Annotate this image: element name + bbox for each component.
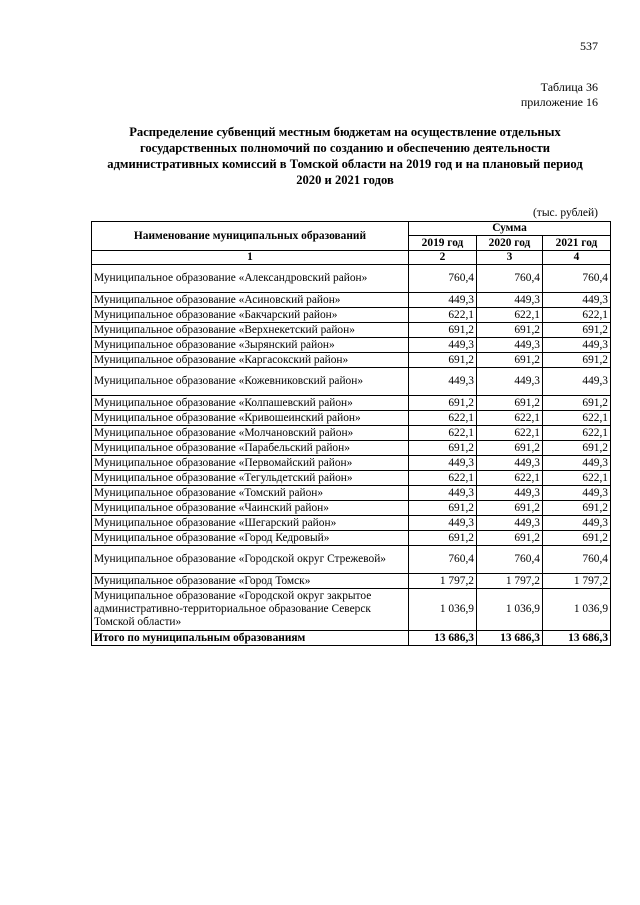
value-2019-cell: 449,3	[409, 368, 477, 396]
value-2021-cell: 1 036,9	[543, 589, 611, 631]
value-2020-cell: 449,3	[477, 456, 543, 471]
value-2019-cell: 449,3	[409, 516, 477, 531]
table-row	[92, 426, 611, 441]
table-row	[92, 411, 611, 426]
table-row	[92, 368, 611, 396]
table-row	[92, 471, 611, 486]
header-year-2021: 2021 год	[543, 236, 611, 251]
municipality-name-cell: Муниципальное образование «Городской округ Стрежевой»	[92, 546, 409, 574]
value-2020-cell: 691,2	[477, 501, 543, 516]
value-2021-cell: 691,2	[543, 441, 611, 456]
value-2020-cell: 691,2	[477, 441, 543, 456]
table-row	[92, 353, 611, 368]
header-year-2020: 2020 год	[477, 236, 543, 251]
value-2019-cell: 622,1	[409, 471, 477, 486]
value-2020-cell: 449,3	[477, 293, 543, 308]
table-row	[92, 589, 611, 631]
total-2021-cell: 13 686,3	[543, 631, 611, 646]
value-2020-cell: 449,3	[477, 368, 543, 396]
municipality-name-cell: Муниципальное образование «Город Томск»	[92, 574, 409, 589]
table-row	[92, 293, 611, 308]
municipality-name-cell: Муниципальное образование «Колпашевский район»	[92, 396, 409, 411]
value-2020-cell: 622,1	[477, 471, 543, 486]
table-row	[92, 323, 611, 338]
municipality-name-cell: Муниципальное образование «Александровский район»	[92, 265, 409, 293]
value-2020-cell: 449,3	[477, 516, 543, 531]
value-2021-cell: 449,3	[543, 368, 611, 396]
table-row	[92, 265, 611, 293]
value-2020-cell: 1 797,2	[477, 574, 543, 589]
column-number: 4	[543, 251, 611, 265]
value-2021-cell: 691,2	[543, 501, 611, 516]
municipality-name-cell: Муниципальное образование «Первомайский район»	[92, 456, 409, 471]
municipality-name-cell: Муниципальное образование «Кожевниковский район»	[92, 368, 409, 396]
municipality-name-cell: Муниципальное образование «Чаинский район»	[92, 501, 409, 516]
table-row	[92, 531, 611, 546]
header-name: Наименование муниципальных образований	[92, 222, 409, 251]
value-2020-cell: 691,2	[477, 323, 543, 338]
municipality-name-cell: Муниципальное образование «Парабельский район»	[92, 441, 409, 456]
value-2019-cell: 622,1	[409, 308, 477, 323]
value-2019-cell: 449,3	[409, 486, 477, 501]
value-2021-cell: 622,1	[543, 308, 611, 323]
value-2021-cell: 691,2	[543, 396, 611, 411]
value-2019-cell: 691,2	[409, 323, 477, 338]
header-sum: Сумма	[409, 222, 611, 236]
total-2020-cell: 13 686,3	[477, 631, 543, 646]
value-2021-cell: 622,1	[543, 411, 611, 426]
municipality-name-cell: Муниципальное образование «Кривошеинский район»	[92, 411, 409, 426]
total-row	[92, 631, 611, 646]
table-row	[92, 486, 611, 501]
table-reference	[521, 80, 598, 110]
value-2021-cell: 691,2	[543, 353, 611, 368]
table-row	[92, 441, 611, 456]
municipality-name-cell: Муниципальное образование «Городской округ закрытое административно-территориальное образование Северск Томской области»	[92, 589, 409, 631]
value-2020-cell: 622,1	[477, 411, 543, 426]
column-number: 2	[409, 251, 477, 265]
municipality-name-cell: Муниципальное образование «Шегарский район»	[92, 516, 409, 531]
value-2020-cell: 449,3	[477, 338, 543, 353]
appendix-label: приложение 16	[520, 95, 598, 109]
value-2021-cell: 760,4	[543, 265, 611, 293]
total-2019-cell: 13 686,3	[409, 631, 477, 646]
municipality-name-cell: Муниципальное образование «Томский район»	[92, 486, 409, 501]
value-2020-cell: 691,2	[477, 396, 543, 411]
value-2020-cell: 691,2	[477, 353, 543, 368]
value-2019-cell: 691,2	[409, 501, 477, 516]
page-number: 537	[580, 39, 598, 53]
header-year-2019: 2019 год	[409, 236, 477, 251]
document-title: Распределение субвенций местным бюджетам на осуществление отдельных государственных полномочий по созданию и обеспечению деятельности административных комиссий в Томской области на 2019 год и на плановый период 2020 и 2021 годов	[107, 125, 583, 187]
value-2019-cell: 691,2	[409, 531, 477, 546]
value-2021-cell: 449,3	[543, 293, 611, 308]
units-label: (тыс. рублей)	[532, 207, 598, 219]
value-2019-cell: 449,3	[409, 456, 477, 471]
value-2019-cell: 760,4	[409, 265, 477, 293]
value-2021-cell: 449,3	[543, 486, 611, 501]
value-2021-cell: 760,4	[543, 546, 611, 574]
value-2020-cell: 449,3	[477, 486, 543, 501]
value-2019-cell: 1 036,9	[409, 589, 477, 631]
table-body	[92, 265, 611, 646]
municipality-name-cell: Муниципальное образование «Асиновский район»	[92, 293, 409, 308]
value-2019-cell: 760,4	[409, 546, 477, 574]
value-2020-cell: 760,4	[477, 265, 543, 293]
municipality-name-cell: Муниципальное образование «Верхнекетский район»	[92, 323, 409, 338]
municipality-name-cell: Муниципальное образование «Бакчарский район»	[92, 308, 409, 323]
table-row	[92, 456, 611, 471]
table-row	[92, 396, 611, 411]
value-2019-cell: 691,2	[409, 396, 477, 411]
column-number: 1	[92, 251, 409, 265]
value-2020-cell: 691,2	[477, 531, 543, 546]
municipality-name-cell: Муниципальное образование «Зырянский район»	[92, 338, 409, 353]
table-row	[92, 501, 611, 516]
table-row	[92, 338, 611, 353]
subvention-table	[91, 221, 611, 646]
value-2021-cell: 449,3	[543, 516, 611, 531]
value-2021-cell: 449,3	[543, 456, 611, 471]
table-row	[92, 516, 611, 531]
column-number: 3	[477, 251, 543, 265]
value-2019-cell: 449,3	[409, 338, 477, 353]
table-label: Таблица 36	[540, 80, 598, 94]
municipality-name-cell: Муниципальное образование «Молчановский район»	[92, 426, 409, 441]
municipality-name-cell: Муниципальное образование «Каргасокский район»	[92, 353, 409, 368]
value-2021-cell: 622,1	[543, 426, 611, 441]
value-2019-cell: 691,2	[409, 353, 477, 368]
value-2020-cell: 622,1	[477, 426, 543, 441]
value-2021-cell: 691,2	[543, 323, 611, 338]
value-2019-cell: 1 797,2	[409, 574, 477, 589]
value-2019-cell: 449,3	[409, 293, 477, 308]
value-2021-cell: 622,1	[543, 471, 611, 486]
value-2021-cell: 449,3	[543, 338, 611, 353]
value-2019-cell: 622,1	[409, 411, 477, 426]
table-row	[92, 546, 611, 574]
value-2020-cell: 760,4	[477, 546, 543, 574]
table-row	[92, 574, 611, 589]
value-2021-cell: 691,2	[543, 531, 611, 546]
municipality-name-cell: Муниципальное образование «Город Кедровый»	[92, 531, 409, 546]
value-2019-cell: 622,1	[409, 426, 477, 441]
value-2020-cell: 622,1	[477, 308, 543, 323]
total-label-cell: Итого по муниципальным образованиям	[92, 631, 409, 646]
municipality-name-cell: Муниципальное образование «Тегульдетский район»	[92, 471, 409, 486]
value-2020-cell: 1 036,9	[477, 589, 543, 631]
value-2019-cell: 691,2	[409, 441, 477, 456]
table-row	[92, 308, 611, 323]
value-2021-cell: 1 797,2	[543, 574, 611, 589]
